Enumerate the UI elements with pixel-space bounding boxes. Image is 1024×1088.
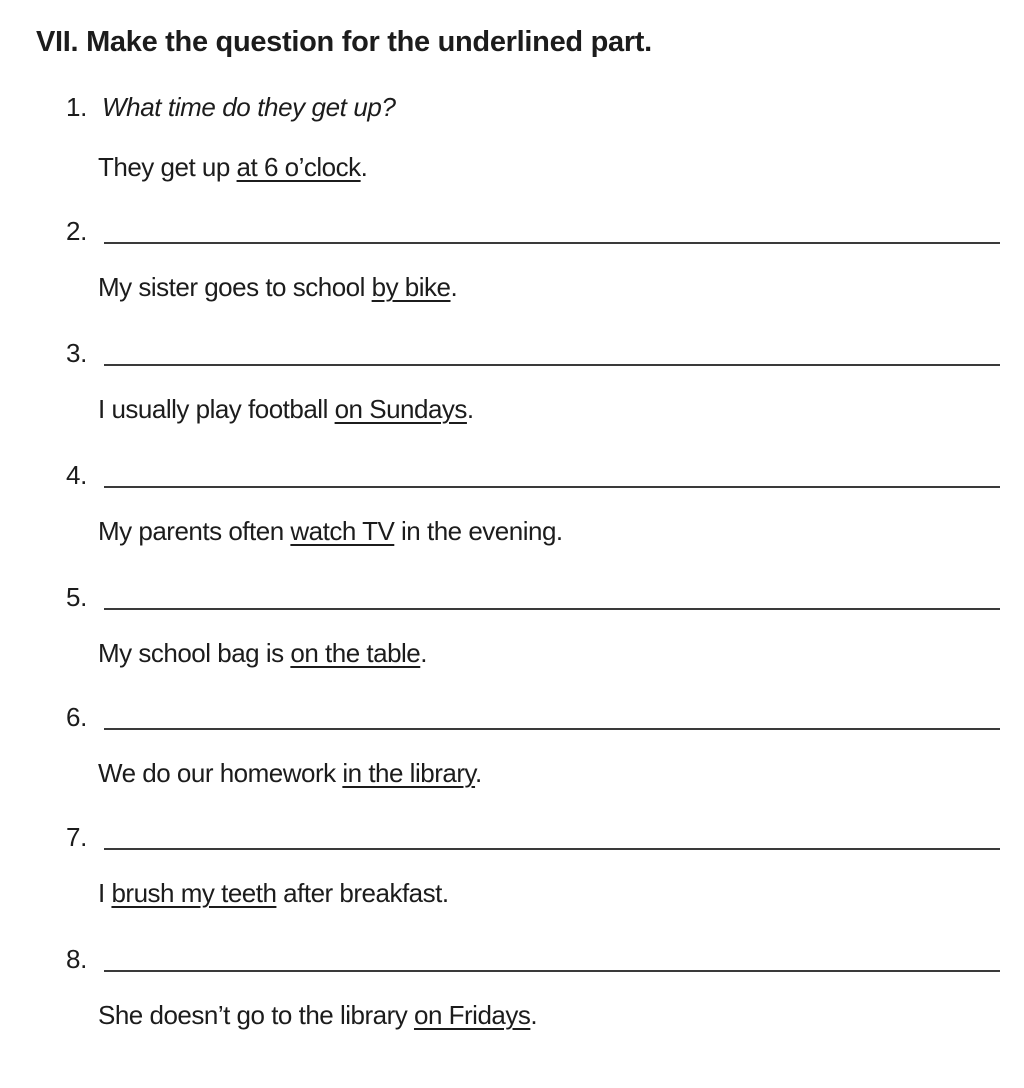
question-row-3 [66, 334, 1000, 374]
answer-line[interactable] [104, 364, 1000, 366]
sentence-text: . [466, 394, 474, 424]
underlined-part: by bike [371, 272, 451, 302]
sentence-6 [98, 758, 482, 789]
question-row-8 [66, 940, 1000, 980]
underlined-part: watch TV [290, 516, 395, 546]
exercise-title: VII. Make the question for the underlined part. [36, 26, 652, 58]
underlined-part: on Sundays [334, 394, 467, 424]
answer-line[interactable] [104, 728, 1000, 730]
underlined-part: on the table [290, 638, 421, 668]
item-number: 5. [66, 582, 88, 612]
item-number: 1. [66, 92, 88, 122]
item-number: 7. [66, 822, 88, 852]
underlined-part: at 6 o’clock [236, 152, 361, 182]
sentence-7 [98, 878, 449, 909]
sentence-5 [98, 638, 427, 669]
sentence-text: They get up [98, 152, 237, 182]
item-number: 3. [66, 338, 88, 368]
example-question: What time do they get up? [102, 92, 396, 122]
sentence-4 [98, 516, 563, 547]
sentence-text: . [420, 638, 427, 668]
question-row-6 [66, 698, 1000, 738]
item-number: 6. [66, 702, 88, 732]
sentence-text: We do our homework [98, 758, 343, 788]
sentence-text: . [360, 152, 368, 182]
answer-line[interactable] [104, 242, 1000, 244]
sentence-2 [98, 272, 457, 303]
underlined-part: on Fridays [413, 1000, 531, 1030]
item-number: 4. [66, 460, 88, 490]
sentence-text: I usually play football [98, 394, 335, 424]
answer-line[interactable] [104, 608, 1000, 610]
item-number: 8. [66, 944, 88, 974]
item-number: 2. [66, 216, 88, 246]
sentence-text: She doesn’t go to the library [98, 1000, 414, 1030]
sentence-text: . [530, 1000, 538, 1030]
sentence-text: in the evening. [394, 516, 563, 546]
answer-line[interactable] [104, 970, 1000, 972]
question-row-4 [66, 456, 1000, 496]
sentence-text: My school bag is [98, 638, 291, 668]
sentence-text: My sister goes to school [98, 272, 372, 302]
sentence-text: after breakfast. [276, 878, 449, 908]
sentence-3 [98, 394, 474, 425]
sentence-text: . [475, 758, 482, 788]
answer-line[interactable] [104, 848, 1000, 850]
question-row-2 [66, 212, 1000, 252]
question-row-5 [66, 578, 1000, 618]
question-row-7 [66, 818, 1000, 858]
question-row-1 [66, 88, 1000, 128]
underlined-part: brush my teeth [111, 878, 277, 908]
underlined-part: in the library [342, 758, 476, 788]
sentence-text: . [450, 272, 458, 302]
sentence-text: I [98, 878, 112, 908]
sentence-1 [98, 152, 367, 183]
answer-line[interactable] [104, 486, 1000, 488]
sentence-8 [98, 1000, 537, 1031]
sentence-text: My parents often [98, 516, 291, 546]
